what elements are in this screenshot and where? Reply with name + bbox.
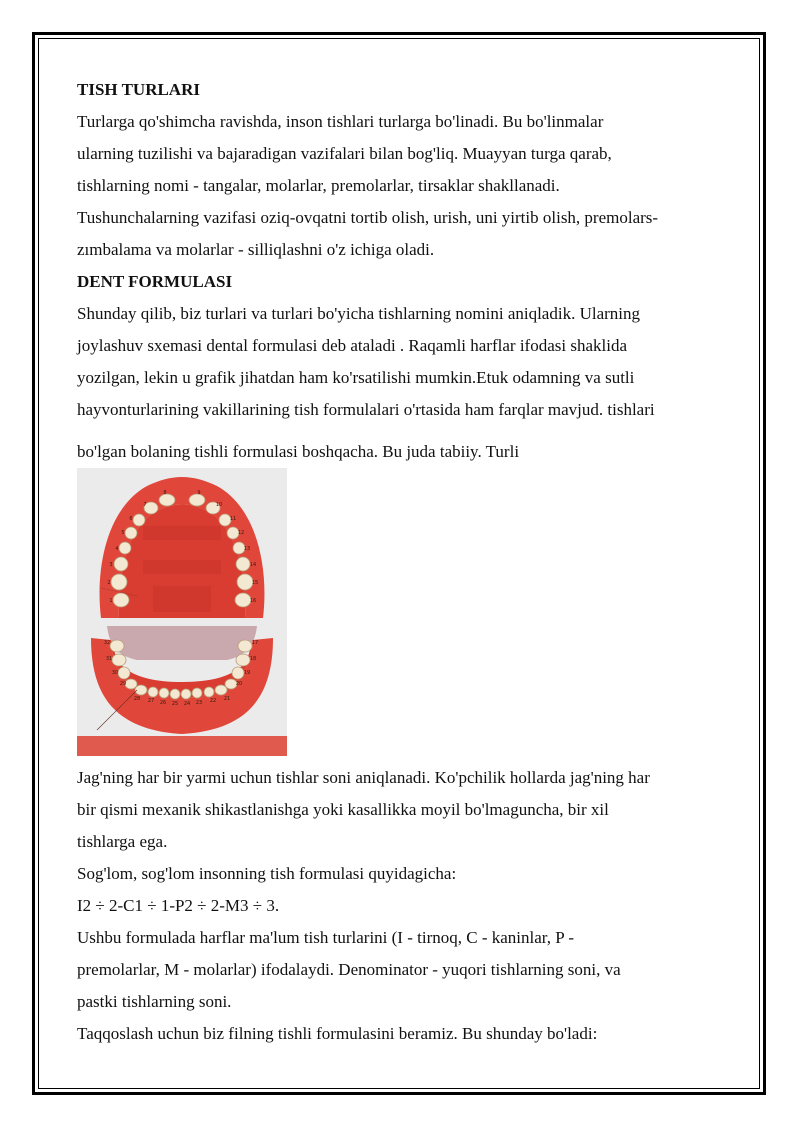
tooth-number: 29 [119, 681, 127, 687]
tooth-number: 6 [129, 516, 133, 522]
paragraph-line: premolarlar, M - molarlar) ifodalaydi. Denominator - yuqori tishlarning soni, va [77, 960, 621, 979]
tooth-number: 26 [159, 700, 167, 706]
tooth-number: 32 [103, 640, 111, 646]
tooth-number: 30 [111, 670, 119, 676]
tooth-number: 4 [115, 546, 119, 552]
paragraph-line: Sog'lom, sog'lom insonning tish formulasi quyidagicha: [77, 864, 457, 883]
paragraph-line: yozilgan, lekin u grafik jihatdan ham ko'rsatilishi mumkin.Etuk odamning va sutli [77, 368, 635, 387]
paragraph-line: pastki tishlarning soni. [77, 992, 232, 1011]
tooth-number: 18 [249, 656, 257, 662]
paragraph-line: Shunday qilib, biz turlari va turlari bo'yicha tishlarning nomini aniqladik. Ularning [77, 304, 641, 323]
tooth-number: 31 [105, 656, 113, 662]
tooth-number: 15 [251, 580, 259, 586]
tooth-number: 5 [121, 530, 125, 536]
tooth-number: 25 [171, 701, 179, 707]
tooth-number: 3 [109, 562, 113, 568]
paragraph-line: bir qismi mexanik shikastlanishga yoki kasallikka moyil bo'lmaguncha, bir xil [77, 800, 609, 819]
dental-formula: I2 ÷ 2-C1 ÷ 1-P2 ÷ 2-M3 ÷ 3. [77, 896, 280, 915]
paragraph-line: Jag'ning har bir yarmi uchun tishlar soni aniqlanadi. Ko'pchilik hollarda jag'ning har [77, 768, 650, 787]
tooth-number: 24 [183, 701, 191, 707]
tooth-number: 12 [237, 530, 245, 536]
paragraph-line: Ushbu formulada harflar ma'lum tish turlarini (I - tirnoq, C - kaninlar, P - [77, 928, 574, 947]
paragraph-line: Turlarga qo'shimcha ravishda, inson tishlari turlarga bo'linadi. Bu bo'linmalar [77, 112, 604, 131]
tooth-number: 8 [163, 490, 167, 496]
tooth-number: 21 [223, 696, 231, 702]
tooth-number: 27 [147, 698, 155, 704]
paragraph-line: Tushunchalarning vazifasi oziq-ovqatni tortib olish, urish, uni yirtib olish, premolars- [77, 208, 659, 227]
tooth-number: 7 [143, 502, 147, 508]
heading-dent-formulasi: DENT FORMULASI [77, 272, 233, 291]
paragraph-line: hayvonturlarining vakillarining tish formulalari o'rtasida ham farqlar mavjud. tishlari [77, 400, 655, 419]
tooth-number: 28 [133, 696, 141, 702]
paragraph-line: tishlarning nomi - tangalar, molarlar, premolarlar, tirsaklar shakllanadi. [77, 176, 560, 195]
paragraph-line: bo'lgan bolaning tishli formulasi boshqacha. Bu juda tabiiy. Turli [77, 442, 520, 461]
paragraph-line: zımbalama va molarlar - silliqlashni o'z ichiga oladi. [77, 240, 435, 259]
tooth-number: 22 [209, 698, 217, 704]
heading-tish-turlari: TISH TURLARI [77, 80, 200, 99]
paragraph-line: joylashuv sxemasi dental formulasi deb ataladi . Raqamli harflar ifodasi shaklida [77, 336, 627, 355]
tooth-number: 16 [249, 598, 257, 604]
tooth-number: 13 [243, 546, 251, 552]
tooth-number: 9 [197, 490, 201, 496]
document-body [77, 74, 727, 1050]
tooth-number: 10 [215, 502, 223, 508]
tooth-number: 2 [107, 580, 111, 586]
tooth-number: 20 [235, 681, 243, 687]
paragraph-line: ularning tuzilishi va bajaradigan vazifalari bilan bog'liq. Muayyan turga qarab, [77, 144, 612, 163]
tooth-number: 19 [243, 670, 251, 676]
paragraph-line: Taqqoslash uchun biz filning tishli formulasini beramiz. Bu shunday bo'ladi: [77, 1024, 598, 1043]
tooth-number: 1 [109, 598, 113, 604]
tooth-number: 11 [229, 516, 237, 522]
tooth-number: 23 [195, 700, 203, 706]
tooth-number: 14 [249, 562, 257, 568]
tooth-number: 17 [251, 640, 259, 646]
paragraph-line: tishlarga ega. [77, 832, 168, 851]
dental-arch-diagram [77, 468, 287, 756]
